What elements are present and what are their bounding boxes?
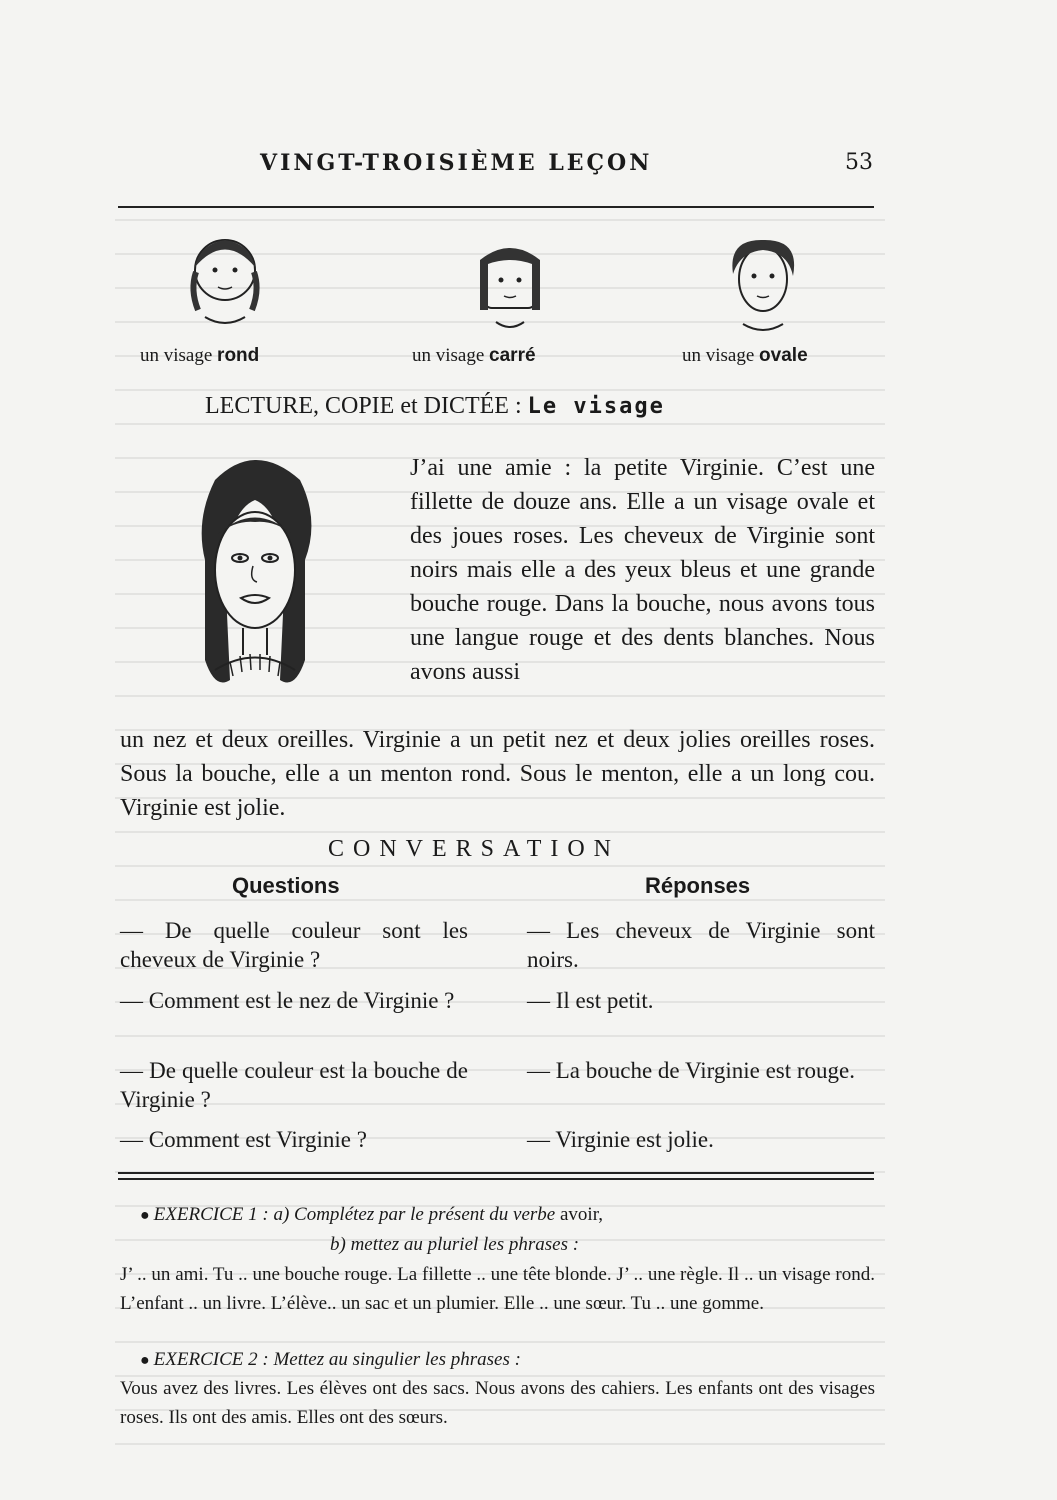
bullet-icon: ● <box>140 1352 150 1369</box>
exercise-1-instruction-b: b) mettez au pluriel les phrases : <box>330 1234 580 1255</box>
exercise-2-text: Vous avez des livres. Les élèves ont des sacs. Nous avons des cahiers. Les enfants ont des visages roses. Ils ont des amis. Elles ont des sœurs. <box>120 1378 875 1428</box>
caption-square: un visage carré <box>412 345 536 366</box>
lesson-heading: LECTURE, COPIE et DICTÉE : Le visage <box>205 393 665 419</box>
question-4: — Comment est Virginie ? <box>120 1127 367 1152</box>
caption-round: un visage rond <box>140 345 260 366</box>
answers-header: Réponses <box>645 873 751 898</box>
answer-4: — Virginie est jolie. <box>527 1127 714 1152</box>
question-3: — De quelle couleur est la bouche de Virginie ? <box>120 1058 468 1112</box>
caption-oval: un visage ovale <box>682 345 808 366</box>
round-face-illustration <box>180 232 270 337</box>
exercises-rule-bottom <box>118 1178 874 1180</box>
answer-2: — Il est petit. <box>527 988 654 1013</box>
header-rule <box>118 206 874 208</box>
questions-header: Questions <box>232 873 340 898</box>
virginie-portrait-illustration <box>185 440 325 700</box>
exercise-1-instruction-a: ● EXERCICE 1 : a) Complétez par le présent du verbe avoir, <box>140 1204 604 1225</box>
running-head: VINGT-TROISIÈME LEÇON <box>260 150 653 176</box>
exercise-2-instruction: ● EXERCICE 2 : Mettez au singulier les phrases : <box>140 1349 521 1370</box>
oval-face-illustration <box>718 234 808 339</box>
bullet-icon: ● <box>140 1207 150 1224</box>
exercises-rule-top <box>118 1172 874 1174</box>
reading-text-full: un nez et deux oreilles. Virginie a un petit nez et deux jolies oreilles roses. Sous la bouche, elle a un menton rond. Sous le menton, elle a un long cou. Virginie est jolie. <box>120 727 875 821</box>
reading-text-wrapped: J’ai une amie : la petite Virginie. C’est une fillette de douze ans. Elle a un visage ovale et des joues roses. Les cheveux de Virginie sont noirs mais elle a des yeux bleus et une grande bouche rouge. Dans la bouche, nous avons tous une langue rouge et des dents blanches. Nous avons aussi <box>410 455 875 685</box>
answer-1: — Les cheveux de Virginie sont noirs. <box>527 918 875 972</box>
square-face-illustration <box>470 240 550 340</box>
question-2: — Comment est le nez de Virginie ? <box>120 988 455 1013</box>
answer-3: — La bouche de Virginie est rouge. <box>527 1058 855 1083</box>
page-number: 53 <box>845 150 873 175</box>
question-1: — De quelle couleur sont les cheveux de Virginie ? <box>120 918 468 972</box>
conversation-title: CONVERSATION <box>328 836 621 862</box>
exercise-1-text: J’ .. un ami. Tu .. une bouche rouge. La fillette .. une tête blonde. J’ .. une règle. Il .. un visage rond. L’enfant .. un livre. L’élève.. un sac et un plumier. Elle .. une sœur. Tu .. une gomme. <box>120 1264 875 1314</box>
